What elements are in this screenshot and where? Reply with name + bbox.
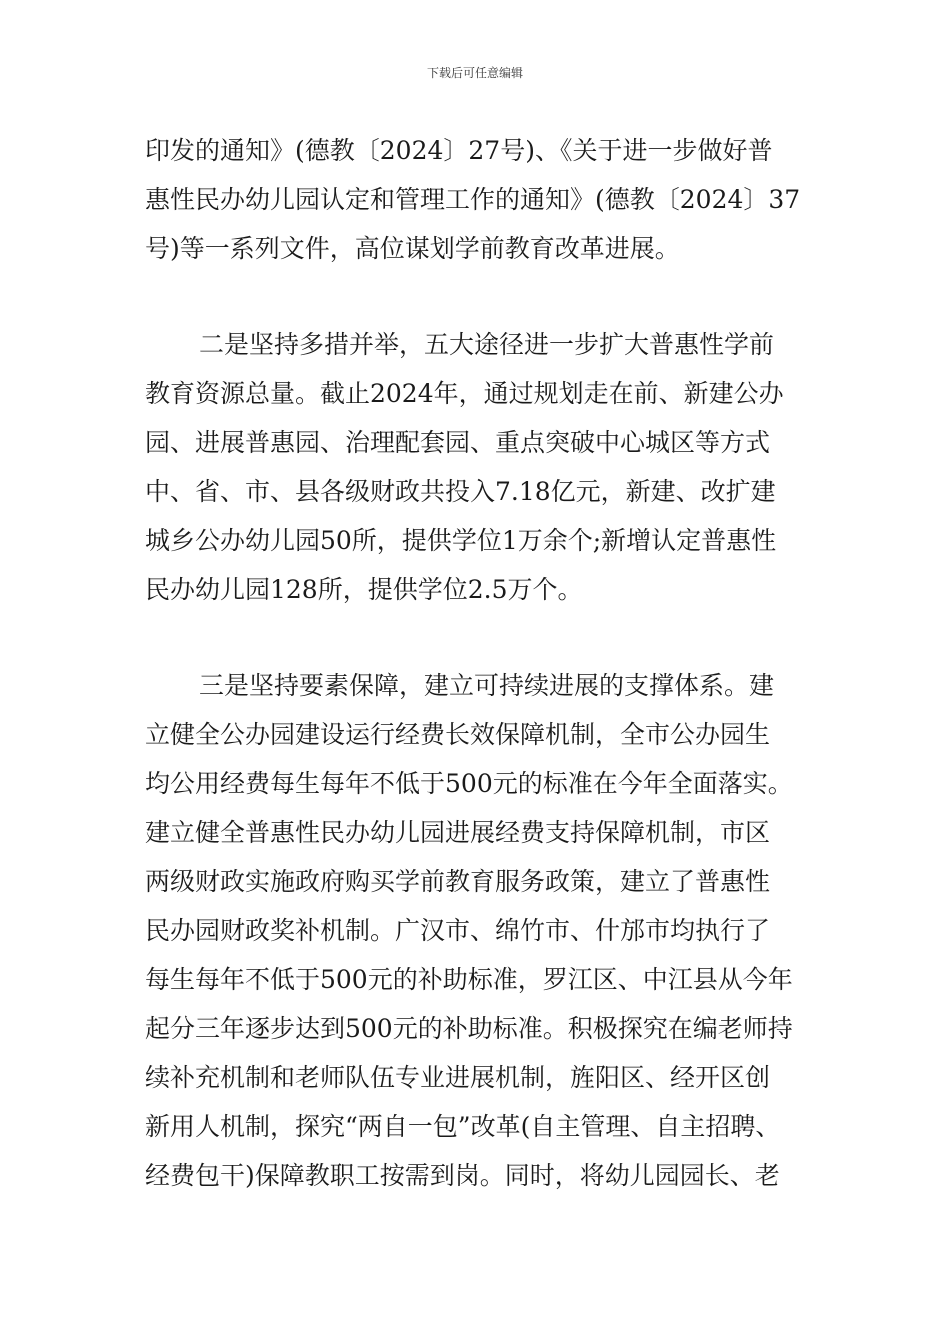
- paragraph-line: 每生每年不低于500元的补助标准，罗江区、中江县从今年: [145, 965, 793, 994]
- paragraph-line: 三是坚持要素保障，建立可持续进展的支撑体系。建: [199, 671, 775, 700]
- paragraph-line: 民办园财政奖补机制。广汉市、绵竹市、什邡市均执行了: [145, 916, 771, 945]
- paragraph-resource-expansion: [145, 320, 815, 614]
- paragraph-spacer: [145, 273, 815, 320]
- paragraph-line: 建立健全普惠性民办幼儿园进展经费支持保障机制，市区: [145, 818, 771, 847]
- paragraph-line: 城乡公办幼儿园50所，提供学位1万余个;新增认定普惠性: [145, 526, 777, 555]
- page-header-note: 下载后可任意编辑: [426, 66, 523, 80]
- paragraph-spacer: [145, 614, 815, 661]
- paragraph-line: 号)等一系列文件，高位谋划学前教育改革进展。: [145, 234, 680, 263]
- paragraph-line: 园、进展普惠园、治理配套园、重点突破中心城区等方式: [145, 428, 771, 457]
- paragraph-support-system: [145, 661, 815, 1200]
- paragraph-line: 教育资源总量。截止2024年，通过规划走在前、新建公办: [145, 379, 784, 408]
- paragraph-line: 民办幼儿园128所，提供学位2.5万个。: [145, 575, 583, 604]
- paragraph-line: 惠性民办幼儿园认定和管理工作的通知》(德教〔2024〕37: [145, 185, 801, 214]
- paragraph-line: 均公用经费每生每年不低于500元的标准在今年全面落实。: [145, 769, 793, 798]
- paragraph-line: 新用人机制，探究“两自一包”改革(自主管理、自主招聘、: [145, 1112, 781, 1141]
- paragraph-line: 立健全公办园建设运行经费长效保障机制，全市公办园生: [145, 720, 771, 749]
- paragraph-line: 两级财政实施政府购买学前教育服务政策，建立了普惠性: [145, 867, 771, 896]
- document-body: [145, 126, 815, 1200]
- paragraph-line: 起分三年逐步达到500元的补助标准。积极探究在编老师持: [145, 1014, 793, 1043]
- paragraph-policy-documents: [145, 126, 815, 273]
- paragraph-line: 续补充机制和老师队伍专业进展机制，旌阳区、经开区创: [145, 1063, 771, 1092]
- paragraph-line: 经费包干)保障教职工按需到岗。同时，将幼儿园园长、老: [145, 1161, 780, 1190]
- paragraph-line: 二是坚持多措并举，五大途径进一步扩大普惠性学前: [199, 330, 775, 359]
- paragraph-line: 中、省、市、县各级财政共投入7.18亿元，新建、改扩建: [145, 477, 776, 506]
- paragraph-line: 印发的通知》(德教〔2024〕27号)、《关于进一步做好普: [145, 136, 773, 165]
